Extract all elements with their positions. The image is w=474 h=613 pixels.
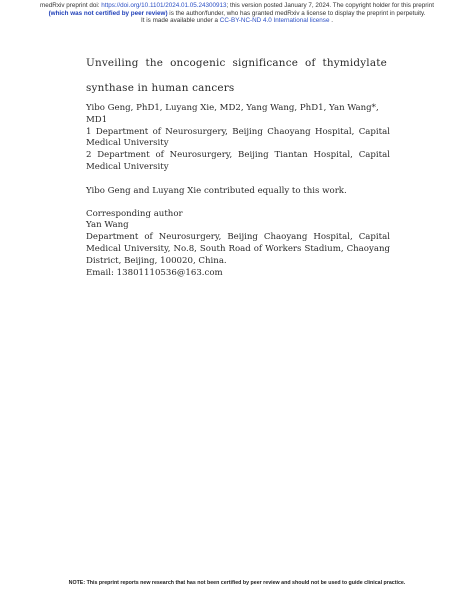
banner-line-3 (0, 17, 474, 25)
corresponding-heading: Corresponding author (86, 208, 183, 219)
banner-line-1 (0, 2, 474, 10)
affiliation-1: 1 Department of Neurosurgery, Beijing Chaoyang Hospital, Capital Medical University (86, 126, 390, 149)
title-word: oncogenic (170, 57, 226, 69)
footer-note: NOTE: This preprint reports new research that has not been certified by peer review and should not be used to guide clinical practice. (68, 580, 406, 586)
title-line-1 (86, 56, 387, 70)
corresponding-name: Yan Wang (86, 220, 129, 231)
preprint-banner (0, 2, 474, 25)
banner-license-prefix: It is made available under a (141, 17, 220, 25)
title-word: of (305, 57, 316, 69)
doi-link[interactable]: https://doi.org/10.1101/2024.01.05.24300913 (101, 2, 227, 9)
corresponding-address: Department of Neurosurgery, Beijing Chaoyang Hospital, Capital Medical University, No.8, South Road of Workers Stadium, Chaoyang District, Beijing, 100020, China. (86, 232, 390, 266)
title-word: significance (232, 57, 299, 69)
title-word: Unveiling (86, 57, 139, 69)
title-word: the (145, 57, 164, 69)
corresponding-email[interactable]: Email: 13801110536@163.com (86, 267, 223, 278)
peer-review-notice: (which was not certified by peer review) (48, 9, 168, 17)
banner-license-grant: is the author/funder, who has granted medRxiv a license to display the preprint in perpetuity. (167, 9, 426, 17)
banner-license-suffix: . (329, 17, 333, 25)
contribution-note: Yibo Geng and Luyang Xie contributed equally to this work. (86, 185, 347, 196)
banner-doi-prefix: medRxiv preprint doi: (40, 2, 102, 9)
title-line-2: synthase in human cancers (86, 82, 235, 94)
author-list: Yibo Geng, PhD1, Luyang Xie, MD2, Yang Wang, PhD1, Yan Wang*, MD1 (86, 103, 379, 125)
title-word: thymidylate (322, 57, 387, 69)
license-link[interactable]: CC-BY-NC-ND 4.0 International license (219, 17, 330, 25)
paper-title (86, 56, 390, 95)
paper-body (86, 56, 390, 279)
banner-posted-text: ; this version posted January 7, 2024. The copyright holder for this preprint (226, 2, 434, 9)
affiliation-2: 2 Department of Neurosurgery, Beijing Tiantan Hospital, Capital Medical University (86, 150, 390, 172)
banner-line-2 (0, 10, 474, 18)
